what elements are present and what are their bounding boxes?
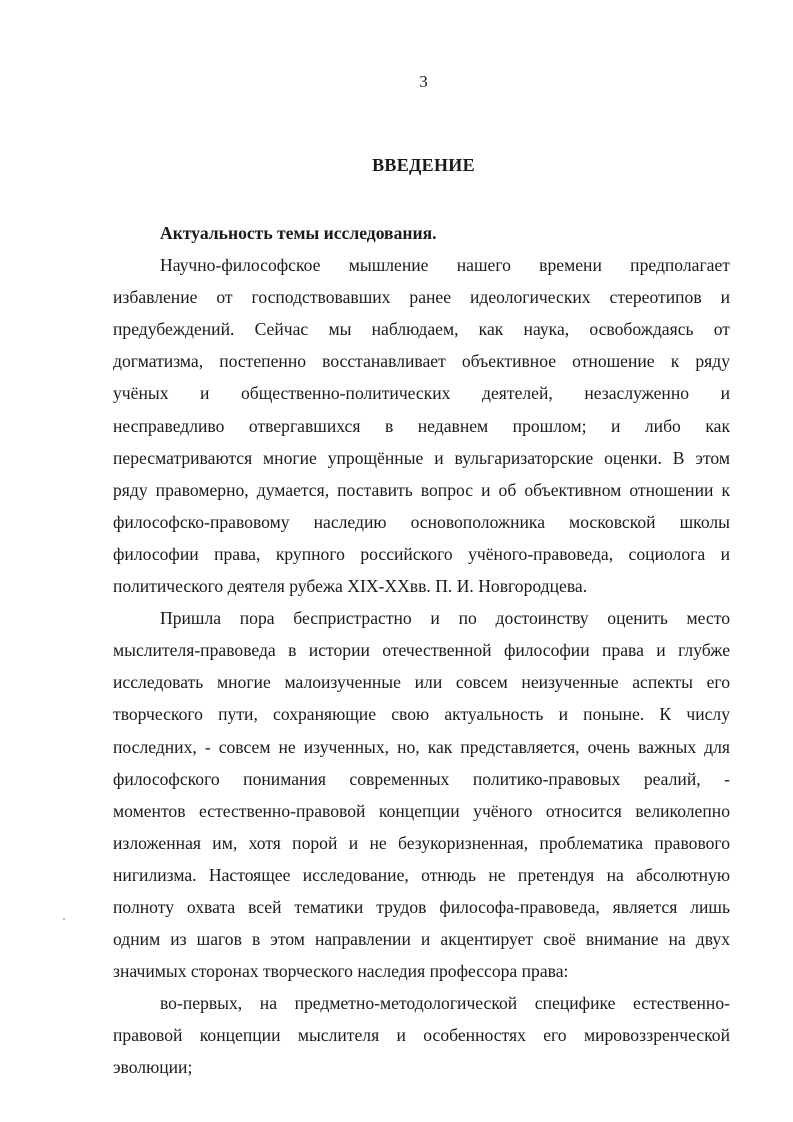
paragraph-line: Пришла пора беспристрастно и по достоинству оценить место: [160, 608, 730, 629]
paragraph-line: несправедливо отвергавшихся в недавнем прошлом; и либо как: [113, 415, 730, 436]
page-title: ВВЕДЕНИЕ: [372, 155, 475, 175]
paragraph-line: моментов естественно-правовой концепции учёного относится великолепно: [113, 800, 730, 821]
page-number: 3: [419, 72, 428, 91]
paragraph-line: правовой концепции мыслителя и особенностях его мировоззренческой: [113, 1025, 730, 1046]
paragraph-line: мыслителя-правоведа в истории отечественной философии права и глубже: [113, 640, 730, 661]
paragraph-line: философско-правовому наследию основоположника московской школы: [113, 511, 730, 532]
paragraph-line: догматизма, постепенно восстанавливает объективное отношение к ряду: [113, 351, 730, 372]
paragraph-line: исследовать многие малоизученные или совсем неизученные аспекты его: [113, 672, 730, 693]
section-heading: Актуальность темы исследования.: [160, 223, 437, 243]
paragraph-line: пересматриваются многие упрощённые и вульгаризаторские оценки. В этом: [113, 447, 730, 468]
paragraph-line: творческого пути, сохраняющие свою актуальность и поныне. К числу: [113, 704, 730, 725]
scan-speck: [63, 918, 65, 920]
paragraph-line: избавление от господствовавших ранее идеологических стереотипов и: [113, 287, 730, 308]
paragraph-line: политического деятеля рубежа XIX-XXвв. П. И. Новгородцева.: [113, 576, 588, 597]
paragraph-line: философского понимания современных политико-правовых реалий, -: [113, 768, 730, 789]
paragraph-line: ряду правомерно, думается, поставить вопрос и об объективном отношении к: [113, 479, 730, 500]
paragraph-line: полноту охвата всей тематики трудов философа-правоведа, является лишь: [113, 896, 730, 917]
paragraph-line: Научно-философское мышление нашего времени предполагает: [160, 255, 730, 276]
paragraph-line: одним из шагов в этом направлении и акцентирует своё внимание на двух: [113, 929, 730, 950]
paragraph-line: учёных и общественно-политических деятелей, незаслуженно и: [113, 383, 730, 404]
body-text: [113, 217, 730, 1084]
paragraph-line: значимых сторонах творческого наследия профессора права:: [113, 961, 569, 982]
paragraph-line: последних, - совсем не изученных, но, как представляется, очень важных для: [113, 736, 730, 757]
paragraph-line: нигилизма. Настоящее исследование, отнюдь не претендуя на абсолютную: [113, 864, 730, 885]
paragraph-line: эволюции;: [113, 1057, 193, 1078]
paragraph-line: во-первых, на предметно-методологической специфике естественно-: [160, 993, 730, 1014]
paragraph-line: философии права, крупного российского учёного-правоведа, социолога и: [113, 543, 730, 564]
paragraph-line: изложенная им, хотя порой и не безукоризненная, проблематика правового: [113, 832, 730, 853]
paragraph-line: предубеждений. Сейчас мы наблюдаем, как наука, освобождаясь от: [113, 319, 730, 340]
